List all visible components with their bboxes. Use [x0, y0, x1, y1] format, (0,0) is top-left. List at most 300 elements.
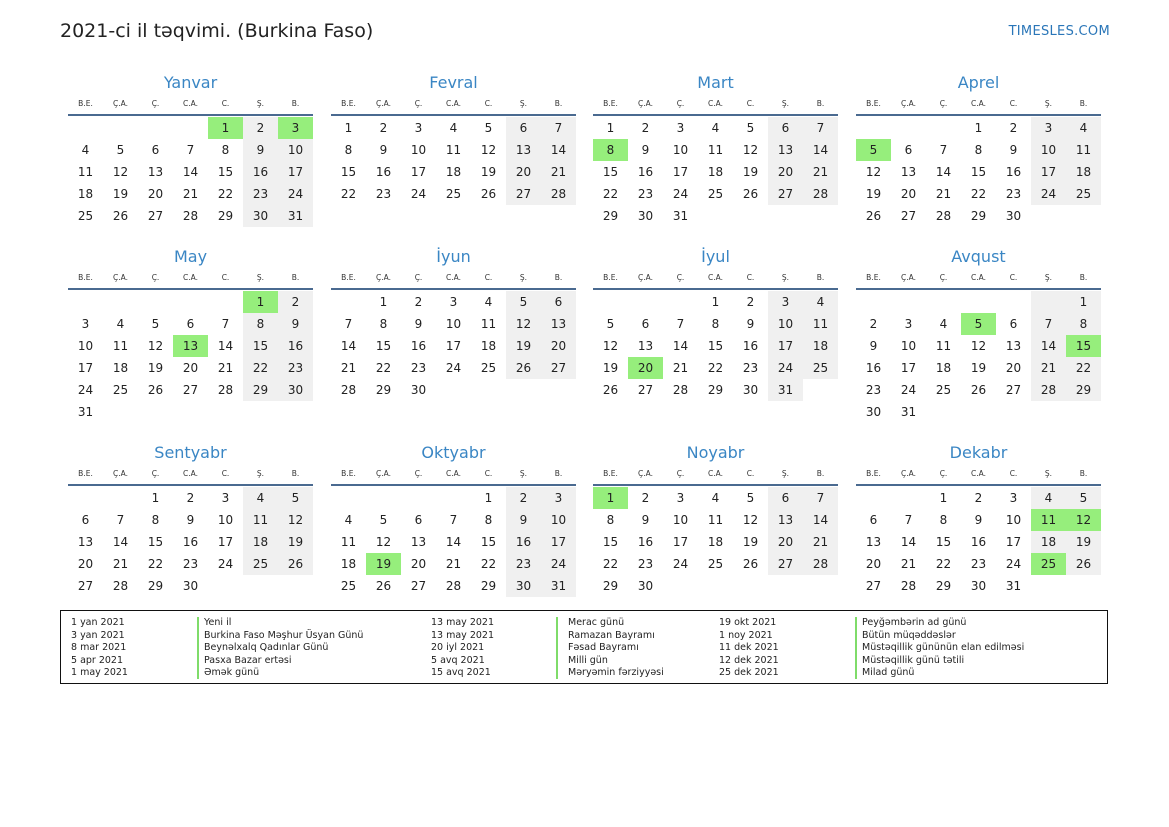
day-cell: 31: [768, 379, 803, 401]
empty-cell: [733, 575, 768, 597]
month-1: [68, 72, 313, 227]
day-cell: 4: [803, 291, 838, 313]
weekday-label: Ş.: [256, 99, 265, 108]
day-cell: 28: [1031, 379, 1066, 401]
holiday-date: 13 may 2021: [431, 629, 495, 641]
day-cell: 29: [602, 579, 619, 593]
day-cell: 1: [606, 121, 615, 135]
day-cell: 30: [506, 575, 541, 597]
day-cell: 12: [278, 509, 313, 531]
weekday-label: Ş.: [781, 99, 790, 108]
header-divider: [68, 114, 313, 116]
weekday-label: Ş.: [519, 99, 528, 108]
day-cell: 28: [900, 579, 917, 593]
day-cell: 29: [1066, 379, 1101, 401]
day-cell: 20: [410, 557, 427, 571]
day-cell: 22: [602, 187, 619, 201]
weekday-label: Ç.A.: [375, 99, 391, 108]
day-cell: 6: [904, 143, 913, 157]
day-cell: 10: [1005, 513, 1022, 527]
day-cell: 29: [602, 209, 619, 223]
month-name: Sentyabr: [154, 443, 227, 462]
empty-cell: [208, 401, 243, 423]
day-cell: 19: [112, 187, 129, 201]
day-cell: 17: [1031, 161, 1066, 183]
day-cell: 7: [1031, 313, 1066, 335]
holiday-date: 3 yan 2021: [71, 629, 125, 641]
day-cell: 5: [746, 121, 755, 135]
weekday-header: [856, 270, 1101, 286]
weekday-label: B.E.: [78, 273, 93, 282]
day-cell: 12: [602, 339, 619, 353]
day-cell: 14: [803, 509, 838, 531]
weekday-label: C.A.: [970, 273, 986, 282]
day-cell: 20: [147, 187, 164, 201]
day-cell: 11: [112, 339, 129, 353]
weekday-label: B.: [554, 99, 563, 108]
empty-cell: [138, 401, 173, 423]
day-cell: 12: [375, 535, 392, 549]
weekday-label: Ç.A.: [900, 273, 916, 282]
day-cell: 28: [217, 383, 234, 397]
day-cell: 15: [480, 535, 497, 549]
brand-link[interactable]: TIMESLES.COM: [1008, 24, 1110, 39]
day-cell: 9: [641, 143, 650, 157]
day-cell: 15: [217, 165, 234, 179]
weekday-label: C.: [746, 469, 755, 478]
day-cell: 8: [939, 513, 948, 527]
day-cell: 19: [742, 165, 759, 179]
day-cell: 11: [1066, 139, 1101, 161]
day-cell: 13: [410, 535, 427, 549]
holiday-name: Burkina Faso Məşhur Üsyan Günü: [204, 629, 364, 641]
day-cell: 14: [445, 535, 462, 549]
day-cell: 27: [768, 183, 803, 205]
weekday-label: C.: [1009, 273, 1018, 282]
holiday-name: Bütün müqəddəslər: [862, 629, 956, 641]
day-cell: 29: [243, 379, 278, 401]
holiday-name: Pasxa Bazar ertəsi: [204, 654, 292, 666]
day-cell: 5: [606, 317, 615, 331]
day-cell: 17: [1005, 535, 1022, 549]
day-cell: 18: [77, 187, 94, 201]
day-cell: 11: [340, 535, 357, 549]
weekday-label: B.: [554, 273, 563, 282]
weekday-header: [331, 96, 576, 112]
day-cell: 16: [410, 339, 427, 353]
day-cell: 31: [77, 405, 94, 419]
day-cell: 19: [278, 531, 313, 553]
weekday-label: Ç.: [151, 273, 160, 282]
month-name: İyul: [701, 247, 730, 266]
empty-cell: [103, 487, 138, 509]
empty-cell: [1031, 291, 1066, 313]
weekday-header: [856, 96, 1101, 112]
day-cell: 26: [375, 579, 392, 593]
weekday-label: Ç.: [676, 469, 685, 478]
day-cell: 31: [541, 575, 576, 597]
empty-cell: [663, 575, 698, 597]
holiday-legend: [60, 610, 1108, 684]
day-cell: 23: [182, 557, 199, 571]
month-name: May: [173, 247, 208, 266]
day-cell: 9: [641, 513, 650, 527]
day-cell: 6: [414, 513, 423, 527]
weekday-label: C.A.: [445, 273, 461, 282]
day-cell: 22: [707, 361, 724, 375]
day-cell: 12: [970, 339, 987, 353]
day-cell: 24: [672, 187, 689, 201]
day-cell: 26: [970, 383, 987, 397]
day-cell: 2: [243, 117, 278, 139]
weekday-header: [331, 466, 576, 482]
day-cell: 4: [711, 121, 720, 135]
day-cell: 10: [445, 317, 462, 331]
day-cell: 24: [1005, 557, 1022, 571]
weekday-label: Ç.: [939, 469, 948, 478]
empty-cell: [173, 291, 208, 313]
day-cell: 7: [904, 513, 913, 527]
day-cell: 7: [676, 317, 685, 331]
day-cell: 18: [112, 361, 129, 375]
day-cell: 14: [900, 535, 917, 549]
day-cell: 13: [637, 339, 654, 353]
day-cell: 24: [1031, 183, 1066, 205]
day-cell: 28: [672, 383, 689, 397]
month-6: [331, 246, 576, 401]
holiday-date: 5 avq 2021: [431, 654, 485, 666]
month-name: Mart: [697, 73, 734, 92]
weekday-label: Ş.: [519, 469, 528, 478]
weekday-label: C.A.: [970, 99, 986, 108]
weekday-label: Ç.: [939, 99, 948, 108]
empty-cell: [471, 379, 506, 401]
day-cell: 14: [803, 139, 838, 161]
day-cell: 25: [803, 357, 838, 379]
day-cell: 7: [939, 143, 948, 157]
weekday-header: [593, 96, 838, 112]
day-cell: 23: [742, 361, 759, 375]
day-cell: 22: [217, 187, 234, 201]
empty-cell: [926, 291, 961, 313]
day-cell: 8: [593, 139, 628, 161]
days-grid: [68, 117, 313, 227]
day-cell: 7: [344, 317, 353, 331]
day-cell: 26: [865, 209, 882, 223]
empty-cell: [1066, 575, 1101, 597]
weekday-label: B.E.: [603, 469, 618, 478]
empty-cell: [208, 291, 243, 313]
day-cell: 3: [414, 121, 423, 135]
day-cell: 26: [278, 553, 313, 575]
header-divider: [593, 114, 838, 116]
empty-cell: [926, 117, 961, 139]
day-cell: 19: [865, 187, 882, 201]
day-cell: 26: [112, 209, 129, 223]
day-cell: 17: [768, 335, 803, 357]
empty-cell: [331, 291, 366, 313]
weekday-label: C.: [1009, 99, 1018, 108]
empty-cell: [278, 401, 313, 423]
day-cell: 24: [278, 183, 313, 205]
month-2: [331, 72, 576, 205]
day-cell: 24: [900, 383, 917, 397]
weekday-label: Ç.A.: [900, 99, 916, 108]
day-cell: 14: [340, 339, 357, 353]
day-cell: 23: [375, 187, 392, 201]
weekday-label: B.E.: [603, 99, 618, 108]
weekday-label: C.A.: [970, 469, 986, 478]
day-cell: 16: [243, 161, 278, 183]
day-cell: 6: [641, 317, 650, 331]
weekday-label: C.: [484, 273, 493, 282]
day-cell: 28: [340, 383, 357, 397]
holiday-divider: [556, 617, 558, 679]
day-cell: 10: [1031, 139, 1066, 161]
day-cell: 29: [970, 209, 987, 223]
day-cell: 25: [1031, 553, 1066, 575]
empty-cell: [698, 575, 733, 597]
day-cell: 12: [480, 143, 497, 157]
holiday-names-column: [568, 617, 664, 680]
day-cell: 13: [541, 313, 576, 335]
empty-cell: [663, 291, 698, 313]
weekday-label: B.: [291, 469, 300, 478]
day-cell: 16: [742, 339, 759, 353]
empty-cell: [803, 575, 838, 597]
empty-cell: [103, 401, 138, 423]
day-cell: 2: [746, 295, 755, 309]
day-cell: 18: [243, 531, 278, 553]
weekday-label: Ş.: [781, 273, 790, 282]
empty-cell: [103, 291, 138, 313]
day-cell: 13: [506, 139, 541, 161]
day-cell: 31: [278, 205, 313, 227]
day-cell: 14: [672, 339, 689, 353]
weekday-header: [68, 270, 313, 286]
day-cell: 22: [243, 357, 278, 379]
month-5: [68, 246, 313, 423]
day-cell: 22: [602, 557, 619, 571]
day-cell: 20: [768, 531, 803, 553]
day-cell: 2: [641, 121, 650, 135]
day-cell: 27: [77, 579, 94, 593]
day-cell: 2: [641, 491, 650, 505]
empty-cell: [698, 205, 733, 227]
day-cell: 27: [182, 383, 199, 397]
day-cell: 5: [961, 313, 996, 335]
empty-cell: [208, 575, 243, 597]
day-cell: 25: [1066, 183, 1101, 205]
month-10: [331, 442, 576, 597]
day-cell: 21: [1031, 357, 1066, 379]
empty-cell: [628, 291, 663, 313]
weekday-label: Ç.A.: [375, 469, 391, 478]
empty-cell: [1031, 575, 1066, 597]
empty-cell: [733, 205, 768, 227]
header-divider: [856, 288, 1101, 290]
month-9: [68, 442, 313, 597]
day-cell: 18: [445, 165, 462, 179]
day-cell: 21: [900, 557, 917, 571]
weekday-label: Ç.A.: [375, 273, 391, 282]
empty-cell: [243, 401, 278, 423]
weekday-label: C.A.: [445, 99, 461, 108]
days-grid: [68, 487, 313, 597]
day-cell: 5: [379, 513, 388, 527]
month-name: Avqust: [951, 247, 1006, 266]
weekday-label: C.: [221, 273, 230, 282]
day-cell: 1: [484, 491, 493, 505]
weekday-label: B.E.: [866, 273, 881, 282]
day-cell: 23: [970, 557, 987, 571]
day-cell: 18: [1066, 161, 1101, 183]
day-cell: 26: [742, 187, 759, 201]
day-cell: 8: [243, 313, 278, 335]
day-cell: 3: [81, 317, 90, 331]
weekday-label: B.: [816, 273, 825, 282]
weekday-label: Ç.: [151, 469, 160, 478]
day-cell: 26: [602, 383, 619, 397]
day-cell: 15: [147, 535, 164, 549]
day-cell: 19: [970, 361, 987, 375]
day-cell: 6: [869, 513, 878, 527]
weekday-header: [331, 270, 576, 286]
day-cell: 10: [672, 143, 689, 157]
day-cell: 28: [112, 579, 129, 593]
day-cell: 22: [1066, 357, 1101, 379]
header-divider: [593, 484, 838, 486]
day-cell: 16: [1005, 165, 1022, 179]
weekday-label: Ç.: [676, 273, 685, 282]
day-cell: 5: [278, 487, 313, 509]
day-cell: 22: [970, 187, 987, 201]
empty-cell: [68, 117, 103, 139]
day-cell: 29: [480, 579, 497, 593]
day-cell: 22: [147, 557, 164, 571]
holiday-divider: [855, 617, 857, 679]
empty-cell: [1031, 401, 1066, 423]
day-cell: 11: [243, 509, 278, 531]
day-cell: 17: [77, 361, 94, 375]
day-cell: 5: [506, 291, 541, 313]
day-cell: 2: [974, 491, 983, 505]
day-cell: 29: [707, 383, 724, 397]
day-cell: 17: [672, 535, 689, 549]
day-cell: 9: [869, 339, 878, 353]
day-cell: 1: [939, 491, 948, 505]
empty-cell: [856, 291, 891, 313]
month-name: İyun: [436, 247, 471, 266]
empty-cell: [768, 205, 803, 227]
day-cell: 12: [147, 339, 164, 353]
day-cell: 8: [1066, 313, 1101, 335]
empty-cell: [856, 487, 891, 509]
day-cell: 15: [375, 339, 392, 353]
day-cell: 24: [410, 187, 427, 201]
day-cell: 31: [1005, 579, 1022, 593]
empty-cell: [926, 401, 961, 423]
day-cell: 26: [480, 187, 497, 201]
holiday-names-column: [862, 617, 1024, 680]
day-cell: 5: [856, 139, 891, 161]
day-cell: 13: [768, 139, 803, 161]
day-cell: 19: [1066, 531, 1101, 553]
empty-cell: [1066, 401, 1101, 423]
day-cell: 13: [147, 165, 164, 179]
day-cell: 30: [970, 579, 987, 593]
day-cell: 9: [1009, 143, 1018, 157]
day-cell: 6: [151, 143, 160, 157]
day-cell: 16: [637, 535, 654, 549]
day-cell: 2: [414, 295, 423, 309]
day-cell: 25: [243, 553, 278, 575]
empty-cell: [891, 117, 926, 139]
day-cell: 21: [217, 361, 234, 375]
empty-cell: [891, 487, 926, 509]
day-cell: 29: [217, 209, 234, 223]
day-cell: 9: [506, 509, 541, 531]
weekday-label: C.: [221, 469, 230, 478]
weekday-label: B.E.: [866, 99, 881, 108]
holiday-date: 20 iyl 2021: [431, 642, 485, 653]
day-cell: 17: [410, 165, 427, 179]
day-cell: 25: [77, 209, 94, 223]
weekday-label: Ş.: [1044, 273, 1053, 282]
empty-cell: [961, 401, 996, 423]
month-name: Oktyabr: [421, 443, 486, 462]
month-8: [856, 246, 1101, 423]
holiday-date: 25 dek 2021: [719, 667, 779, 678]
day-cell: 18: [803, 335, 838, 357]
day-cell: 14: [541, 139, 576, 161]
holiday-date: 1 may 2021: [71, 667, 128, 678]
day-cell: 11: [803, 313, 838, 335]
day-cell: 25: [935, 383, 952, 397]
day-cell: 7: [116, 513, 125, 527]
days-grid: [593, 117, 838, 227]
day-cell: 8: [484, 513, 493, 527]
weekday-label: C.A.: [707, 99, 723, 108]
day-cell: 11: [480, 317, 497, 331]
weekday-label: Ç.A.: [637, 273, 653, 282]
day-cell: 2: [379, 121, 388, 135]
weekday-label: B.: [1079, 273, 1088, 282]
day-cell: 30: [865, 405, 882, 419]
day-cell: 30: [278, 379, 313, 401]
day-cell: 1: [243, 291, 278, 313]
header-divider: [331, 114, 576, 116]
weekday-label: B.E.: [341, 99, 356, 108]
day-cell: 16: [278, 335, 313, 357]
day-cell: 5: [746, 491, 755, 505]
weekday-label: Ç.: [414, 99, 423, 108]
weekday-label: C.: [484, 469, 493, 478]
weekday-header: [593, 466, 838, 482]
weekday-label: B.E.: [78, 99, 93, 108]
day-cell: 7: [449, 513, 458, 527]
day-cell: 7: [221, 317, 230, 331]
weekday-label: B.E.: [341, 273, 356, 282]
day-cell: 24: [445, 361, 462, 375]
empty-cell: [996, 401, 1031, 423]
day-cell: 6: [1009, 317, 1018, 331]
day-cell: 4: [344, 513, 353, 527]
day-cell: 10: [768, 313, 803, 335]
day-cell: 30: [410, 383, 427, 397]
header-divider: [856, 114, 1101, 116]
days-grid: [593, 291, 838, 401]
